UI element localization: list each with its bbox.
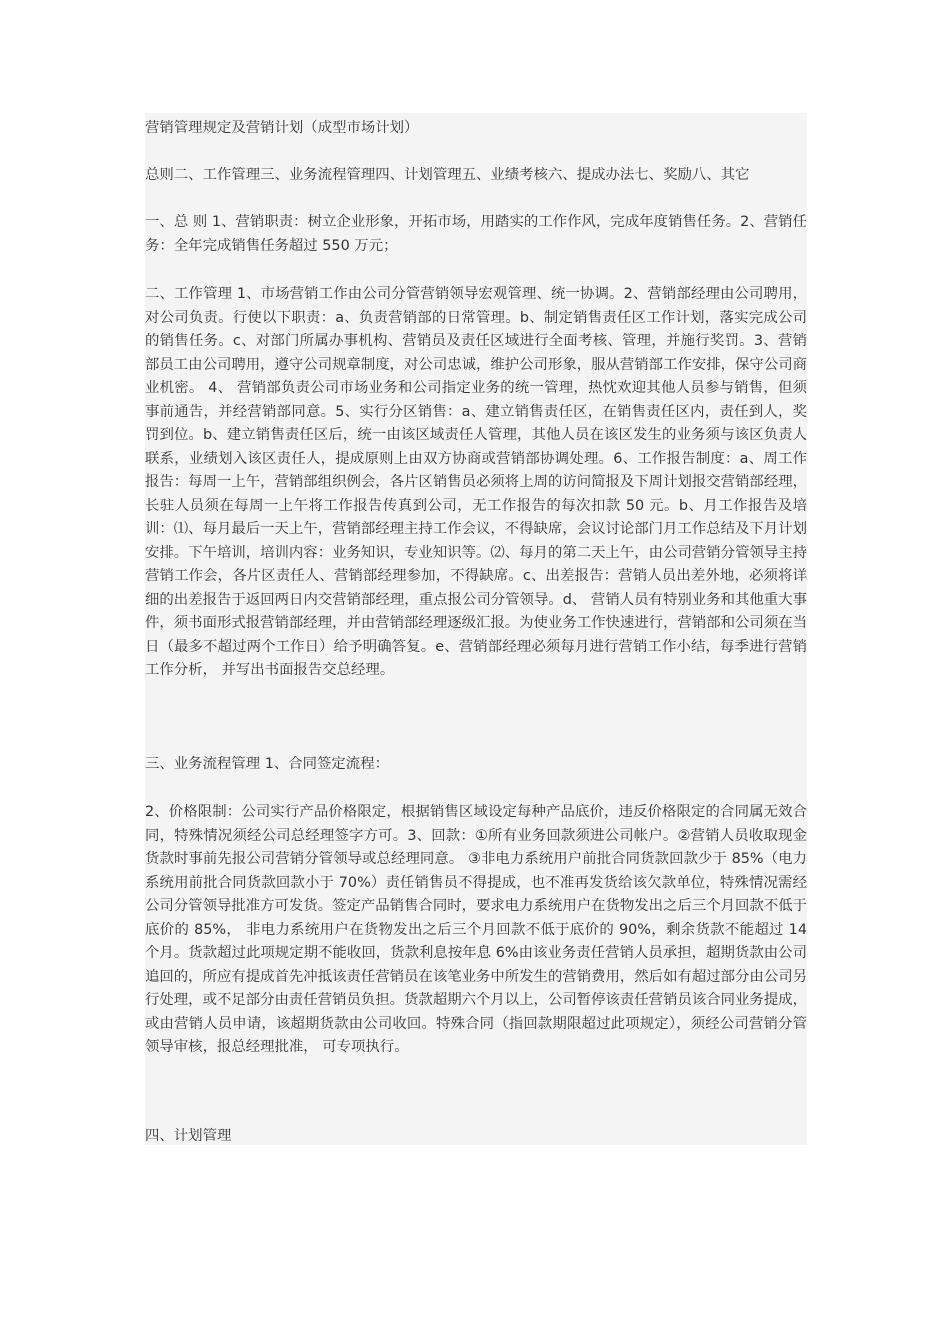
document-content bbox=[145, 113, 807, 1145]
section-process-body: 2、价格限制：公司实行产品价格限定，根据销售区域设定每种产品底价，违反价格限定的合同属无效合同，特殊情况须经公司总经理签字方可。3、回款：①所有业务回款须进公司帐户。②营销人员收取现金货款时事前先报公司营销分管领导或总经理同意。 ③非电力系统用户前批合同货款回款少于 85%（电力系统用前批合同货款回款小于 70%）责任销售员不得提成，也不准再发货给该欠款单位，特殊情况需经公司分管领导批准方可发货。签定产品销售合同时，要求电力系统用户在货物发出之后三个月回款不低于底价的 85%， 非电力系统用户在货物发出之后三个月回款不低于底价的 90%，剩余货款不能超过 14 个月。货款超过此项规定期不能收回，货款利息按年息 6%由该业务责任营销人员承担，超期货款由公司追回的，所应有提成首先冲抵该责任营销员在该笔业务中所发生的营销费用，然后如有超过部分由公司另行处理，或不足部分由责任营销员负担。货款超期六个月以上，公司暂停该责任营销员该合同业务提成，或由营销人员申请，该超期货款由公司收回。特殊合同（指回款期限超过此项规定），须经公司营销分管领导审核，报总经理批准， 可专项执行。 bbox=[145, 804, 807, 1055]
section-process-heading: 三、业务流程管理 1、合同签定流程： bbox=[145, 756, 389, 772]
table-of-contents: 总则二、工作管理三、业务流程管理四、计划管理五、业绩考核六、提成办法七、奖励八、其它 bbox=[145, 167, 750, 183]
document-title: 营销管理规定及营销计划（成型市场计划） bbox=[145, 120, 419, 136]
section-plan-heading: 四、计划管理 bbox=[145, 1128, 232, 1144]
section-work-management: 二、工作管理 1、市场营销工作由公司分管营销领导宏观管理、统一协调。2、营销部经理由公司聘用，对公司负责。行使以下职责：a、负责营销部的日常管理。b、制定销售责任区工作计划，落实完成公司的销售任务。c、对部门所属办事机构、营销员及责任区域进行全面考核、管理，并施行奖罚。3、营销部员工由公司聘用，遵守公司规章制度，对公司忠诚，维护公司形象，服从营销部工作安排，保守公司商业机密。 4、 营销部负责公司市场业务和公司指定业务的统一管理，热忱欢迎其他人员参与销售，但须事前通告，并经营销部同意。5、实行分区销售：a、建立销售责任区，在销售责任区内，责任到人，奖罚到位。b、建立销售责任区后，统一由该区域责任人管理，其他人员在该区发生的业务须与该区负责人联系，业绩划入该区责任人，提成原则上由双方协商或营销部协调处理。6、工作报告制度：a、周工作报告：每周一上午，营销部组织例会，各片区销售员必须将上周的访问简报及下周计划报交营销部经理， 长驻人员须在每周一上午将工作报告传真到公司，无工作报告的每次扣款 50 元。b、月工作报告及培训：⑴、每月最后一天上午，营销部经理主持工作会议，不得缺席，会议讨论部门月工作总结及下月计划安排。下午培训，培训内容：业务知识，专业知识等。⑵、每月的第二天上午，由公司营销分管领导主持营销工作会，各片区责任人、营销部经理参加，不得缺席。c、出差报告：营销人员出差外地，必须将详细的出差报告于返回两日内交营销部经理，重点报公司分管领导。d、 营销人员有特别业务和其他重大事件，须书面形式报营销部经理，并由营销部经理逐级汇报。为使业务工作快速进行，营销部和公司须在当日（最多不超过两个工作日）给予明确答复。e、营销部经理必须每月进行营销工作小结，每季进行营销工作分析， 并写出书面报告交总经理。 bbox=[145, 286, 807, 678]
section-general: 一、总 则 1、营销职责：树立企业形象，开拓市场，用踏实的工作作风，完成年度销售任务。2、营销任务：全年完成销售任务超过 550 万元； bbox=[145, 214, 807, 254]
